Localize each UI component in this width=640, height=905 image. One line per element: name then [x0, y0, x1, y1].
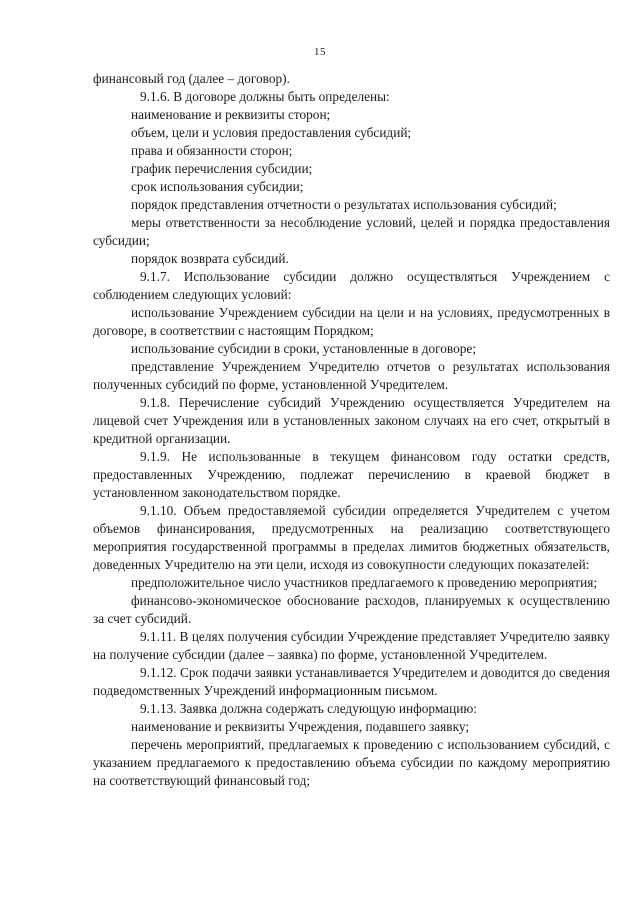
- list-item: порядок представления отчетности о результатах использования субсидий;: [131, 197, 557, 212]
- list-item: график перечисления субсидии;: [131, 161, 313, 176]
- list-item: перечень мероприятий, предлагаемых к проведению с использованием субсидий, с указанием предлагаемого к предоставлению объема субсидии по каждому мероприятию на соответствующий финансовый год;: [93, 737, 610, 788]
- list-item: предположительное число участников предлагаемого к проведению мероприятия;: [131, 575, 598, 590]
- list-item: меры ответственности за несоблюдение условий, целей и порядка предоставления субсидии;: [93, 215, 610, 248]
- list-item: срок использования субсидии;: [131, 179, 304, 194]
- list-item: порядок возврата субсидий.: [131, 251, 289, 266]
- list-item: использование субсидии в сроки, установленные в договоре;: [131, 341, 477, 356]
- numbered-paragraph: 9.1.8. Перечисление субсидий Учреждению осуществляется Учредителем на лицевой счет Учреждения или в установленных законом случаях на его счет, открытый в кредитной организации.: [93, 395, 610, 446]
- numbered-paragraph: 9.1.12. Срок подачи заявки устанавливается Учредителем и доводится до сведения подведомственных Учреждений информационным письмом.: [93, 665, 610, 698]
- list-item: права и обязанности сторон;: [131, 143, 293, 158]
- list-item: использование Учреждением субсидии на цели и на условиях, предусмотренных в договоре, в соответствии с настоящим Порядком;: [93, 305, 610, 338]
- numbered-paragraph: 9.1.7. Использование субсидии должно осуществляться Учреждением с соблюдением следующих условий:: [93, 269, 610, 302]
- document-body: [93, 70, 610, 790]
- list-item: наименование и реквизиты сторон;: [131, 107, 331, 122]
- paragraph: финансовый год (далее – договор).: [93, 71, 290, 86]
- list-item: объем, цели и условия предоставления субсидий;: [131, 125, 412, 140]
- numbered-paragraph: 9.1.10. Объем предоставляемой субсидии определяется Учредителем с учетом объемов финансирования, предусмотренных на реализацию соответствующего мероприятия государственной программы в пределах лимитов бюджетных обязательств, доведенных Учредителю на эти цели, исходя из совокупности следующих показателей:: [93, 503, 610, 572]
- numbered-paragraph: 9.1.9. Не использованные в текущем финансовом году остатки средств, предоставленных Учреждению, подлежат перечислению в краевой бюджет в установленном законодательством порядке.: [93, 449, 610, 500]
- list-item: представление Учреждением Учредителю отчетов о результатах использования полученных субсидий по форме, установленной Учредителем.: [93, 359, 610, 392]
- numbered-paragraph: 9.1.11. В целях получения субсидии Учреждение представляет Учредителю заявку на получение субсидии (далее – заявка) по форме, установленной Учредителем.: [93, 629, 610, 662]
- list-item: наименование и реквизиты Учреждения, подавшего заявку;: [131, 719, 470, 734]
- numbered-paragraph: 9.1.13. Заявка должна содержать следующую информацию:: [140, 701, 477, 716]
- numbered-paragraph: 9.1.6. В договоре должны быть определены:: [140, 89, 390, 104]
- page-number: 15: [314, 46, 326, 58]
- list-item: финансово-экономическое обоснование расходов, планируемых к осуществлению за счет субсидий.: [93, 593, 610, 626]
